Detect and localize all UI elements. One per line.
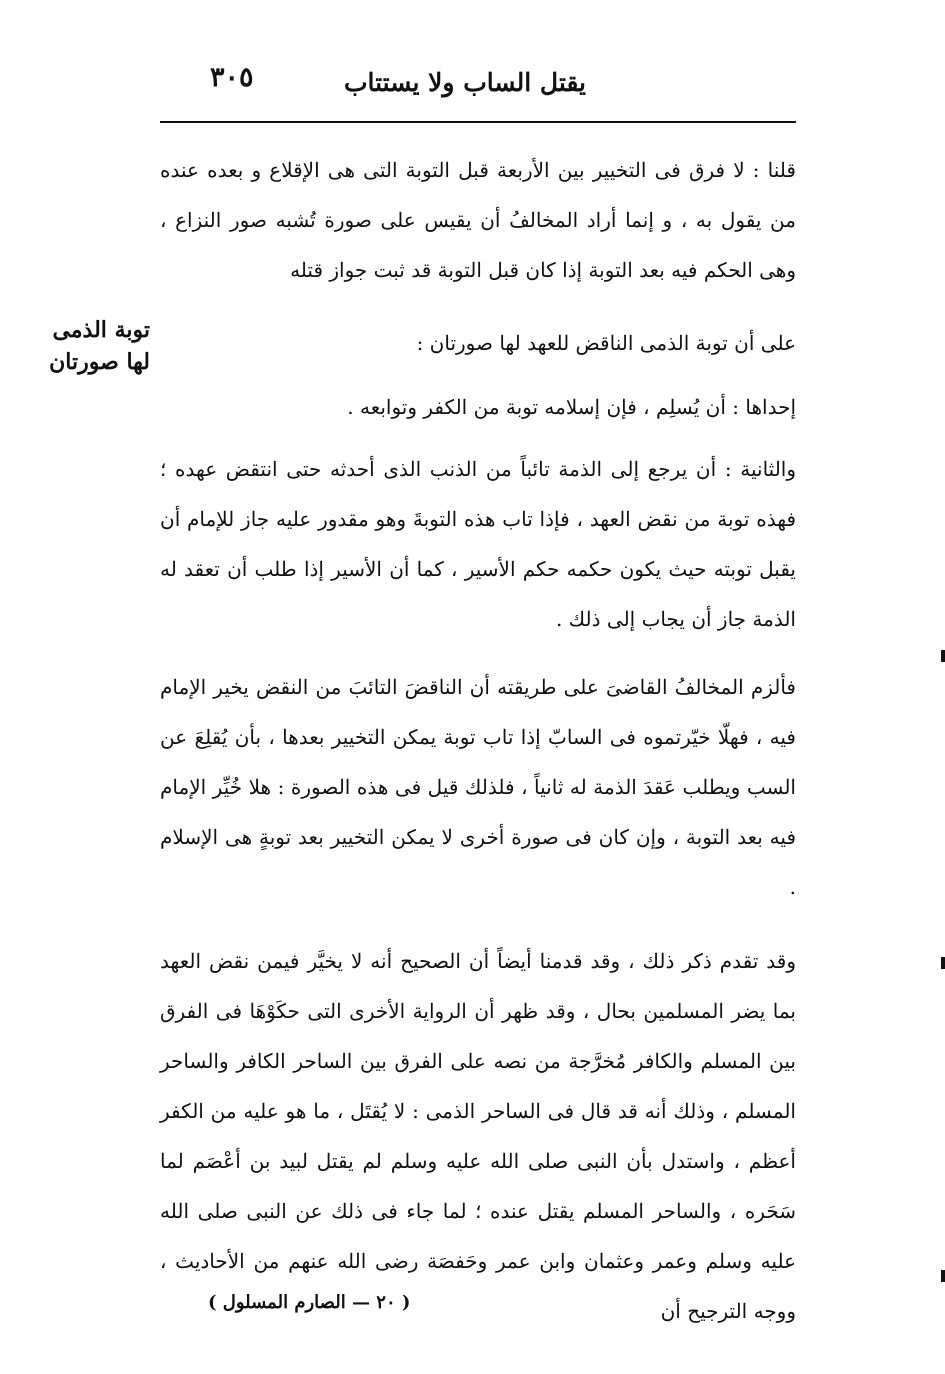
paragraph-4: والثانية : أن يرجع إلى الذمة تائباً من الذنب الذى أحدثه حتى انتقض عهده ؛ فهذه توبة من نقض العهد ، فإذا تاب هذه التوبةَ وهو مقدور عليه جاز للإمام أن يقبل توبته حيث يكون حكمه حكم الأسير ، كما أن الأسير إذا طلب أن تعقد له الذمة جاز أن يجاب إلى ذلك . <box>160 457 796 631</box>
paragraph-6: وقد تقدم ذكر ذلك ، وقد قدمنا أيضاً أن الصحيح أنه لا يخيَّر فيمن نقض العهد بما يضر المسلمين بحال ، وقد ظهر أن الرواية الأخرى التى حكَوْهَا فى الفرق بين المسلم والكافر مُخرَّجة من نصه على الفرق بين الساحر الكافر والساحر المسلم ، وذلك أنه قد قال فى الساحر الذمى : لا يُقتَل ، ما هو عليه من الكفر أعظم ، واستدل بأن النبى صلى الله عليه وسلم لم يقتل لبيد بن أعْصَم لما سَحَره ، والساحر المسلم يقتل عنده ؛ لما جاء فى ذلك عن النبى صلى الله عليه وسلم وعمر وعثمان وابن عمر وحَفصَة رضى الله عنهم من الأحاديث ، ووجه الترجيح أن <box>160 949 796 1323</box>
paragraph-5: فألزم المخالفُ القاضىَ على طريقته أن الناقضَ التائبَ من النقض يخير الإمام فيه ، فهلّا خيّرتموه فى السابّ إذا تاب توبة يمكن التخيير بعدها ، بأن يُقلِعَ عن السب ويطلب عَقدَ الذمة له ثانياً ، فلذلك قيل فى هذه الصورة : هلا خُيِّر الإمام فيه بعد التوبة ، وإن كان فى صورة أخرى لا يمكن التخيير بعد توبةٍ هى الإسلام . <box>160 675 796 899</box>
footer-signature: ( ٢٠ — الصارم المسلول ) <box>208 1292 411 1313</box>
edge-mark <box>941 650 945 662</box>
paragraph-2: على أن توبة الذمى الناقض للعهد لها صورتان : <box>416 331 796 355</box>
edge-mark <box>941 957 945 969</box>
margin-note-line-1: توبة الذمى <box>52 317 150 343</box>
margin-note <box>40 314 150 378</box>
header-rule <box>160 121 796 123</box>
page-header <box>160 60 796 116</box>
running-title: يقتل الساب ولا يستتاب <box>343 68 586 97</box>
edge-mark <box>941 1270 945 1282</box>
paragraph-1: قلنا : لا فرق فى التخيير بين الأربعة قبل التوبة التى هى الإقلاع و بعده عنده من يقول به ، و إنما أراد المخالفُ أن يقيس على صورة تُشبه صور النزاع ، وهى الحكم فيه بعد التوبة إذا كان قبل التوبة قد ثبت جواز قتله <box>160 158 796 282</box>
paragraph-3: إحداها : أن يُسلِم ، فإن إسلامه توبة من الكفر وتوابعه . <box>347 395 796 419</box>
page-number: ٣٠٥ <box>210 62 254 93</box>
margin-note-line-2: لها صورتان <box>49 349 150 375</box>
